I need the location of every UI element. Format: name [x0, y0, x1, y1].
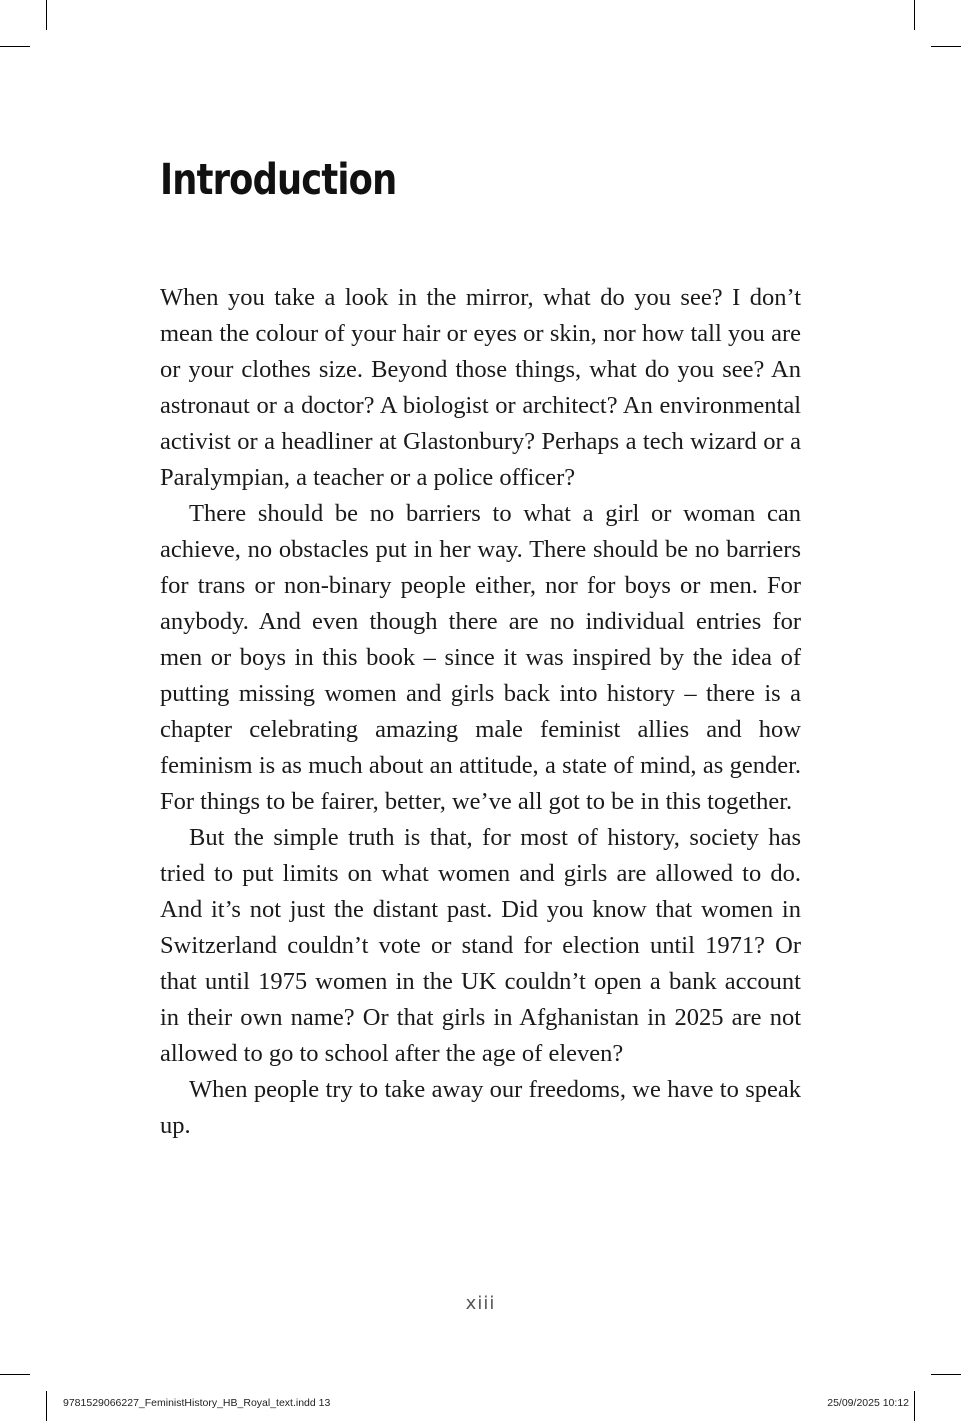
paragraph: When people try to take away our freedoms, we have to speak up. [160, 1076, 801, 1139]
crop-mark-bottom-left-horizontal [0, 1374, 30, 1375]
crop-mark-top-left-vertical [46, 0, 47, 30]
body-text [160, 280, 801, 1144]
slug-file-name: 9781529066227_FeministHistory_HB_Royal_text.indd 13 [63, 1397, 331, 1409]
paragraph: There should be no barriers to what a girl or woman can achieve, no obstacles put in her way. There should be no barriers for trans or non-binary people either, nor for boys or men. For anybody. And even though there are no individual entries for men or boys in this book – since it was inspired by the idea of putting missing women and girls back into history – there is a chapter celebrating amazing male feminist allies and how feminism is as much about an attitude, a state of mind, as gender. For things to be fairer, better, we’ve all got to be in this together. [160, 500, 801, 815]
crop-mark-top-right-vertical [914, 0, 915, 30]
crop-mark-bottom-right-vertical [914, 1391, 915, 1421]
page-number: xiii [465, 1293, 496, 1314]
crop-mark-bottom-left-vertical [46, 1391, 47, 1421]
chapter-title: Introduction [160, 155, 397, 205]
slug-date-time: 25/09/2025 10:12 [827, 1397, 909, 1409]
crop-mark-top-left-horizontal [0, 46, 30, 47]
paragraph: But the simple truth is that, for most of history, society has tried to put limits on what women and girls are allowed to do. And it’s not just the distant past. Did you know that women in Switzerland couldn’t vote or stand for election until 1971? Or that until 1975 women in the UK couldn’t open a bank account in their own name? Or that girls in Afghanistan in 2025 are not allowed to go to school after the age of eleven? [160, 824, 801, 1067]
paragraph: When you take a look in the mirror, what do you see? I don’t mean the colour of your hair or eyes or skin, nor how tall you are or your clothes size. Beyond those things, what do you see? An astronaut or a doctor? A biologist or architect? An environmental activist or a headliner at Glastonbury? Perhaps a tech wizard or a Paralympian, a teacher or a police officer? [160, 284, 801, 491]
crop-mark-bottom-right-horizontal [931, 1374, 961, 1375]
crop-mark-top-right-horizontal [931, 46, 961, 47]
